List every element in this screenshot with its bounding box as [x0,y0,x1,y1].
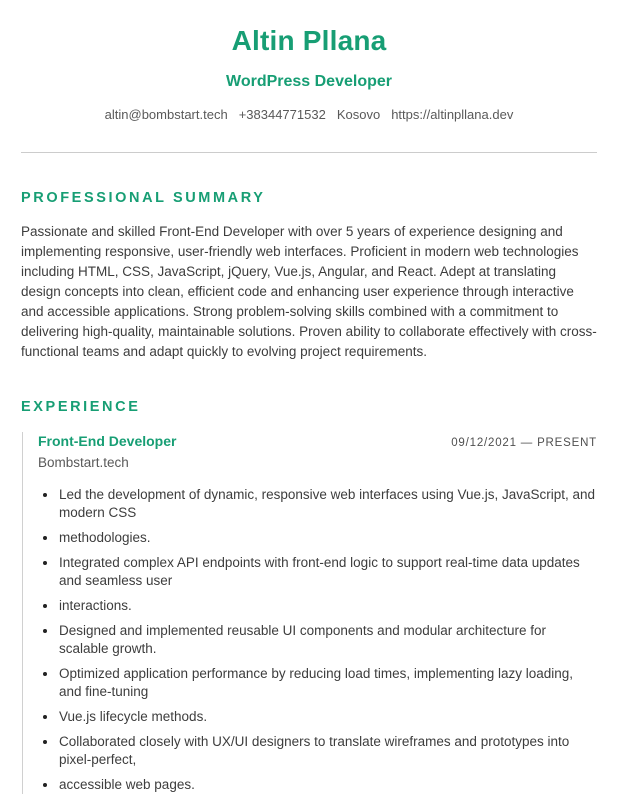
candidate-job-title: WordPress Developer [226,73,392,90]
experience-section [21,398,597,794]
employment-dates: 09/12/2021 — PRESENT [451,437,597,449]
job-bullet: interactions. [38,597,597,615]
position-title: Front-End Developer [38,433,177,449]
job-bullet: Integrated complex API endpoints with front-end logic to support real-time data updates and seamless user [38,554,597,590]
job-bullet: methodologies. [38,529,597,547]
job-bullet: Designed and implemented reusable UI components and modular architecture for scalable growth. [38,622,597,658]
experience-heading: EXPERIENCE [21,399,141,415]
header-divider [21,152,597,153]
candidate-name: Altin Pllana [231,25,387,56]
contact-item: Kosovo [336,107,381,122]
contact-item: altin@bombstart.tech [104,107,228,122]
job-bullet: Optimized application performance by reducing load times, implementing lazy loading, and fine-tuning [38,665,597,701]
job-bullet: Collaborated closely with UX/UI designers to translate wireframes and prototypes into pixel-perfect, [38,733,597,769]
job-header-row [38,432,597,453]
contact-item: +38344771532 [238,107,326,122]
experience-entry [22,432,597,794]
resume-header [21,24,597,123]
company-name: Bombstart.tech [38,455,129,470]
job-bullet: accessible web pages. [38,776,597,794]
summary-text: Passionate and skilled Front-End Developer with over 5 years of experience designing and implementing responsive, user-friendly web interfaces. Proficient in modern web technologies including HTML, CSS, JavaScript, jQuery, Vue.js, Angular, and React. Adept at translating design concepts into clean, efficient code and enhancing user experience through interactive and accessible applications. Strong problem-solving skills combined with a commitment to delivering high-quality, maintainable solutions. Proven ability to collaborate effectively with cross-functional teams and adapt quickly to evolving project requirements. [21,224,597,359]
summary-heading: PROFESSIONAL SUMMARY [21,190,266,206]
job-bullet: Vue.js lifecycle methods. [38,708,597,726]
contact-item: https://altinpllana.dev [391,107,514,122]
job-bullet: Led the development of dynamic, responsive web interfaces using Vue.js, JavaScript, and modern CSS [38,486,597,522]
summary-section [21,189,597,362]
contact-line [21,107,597,123]
job-bullet-list [38,486,597,794]
